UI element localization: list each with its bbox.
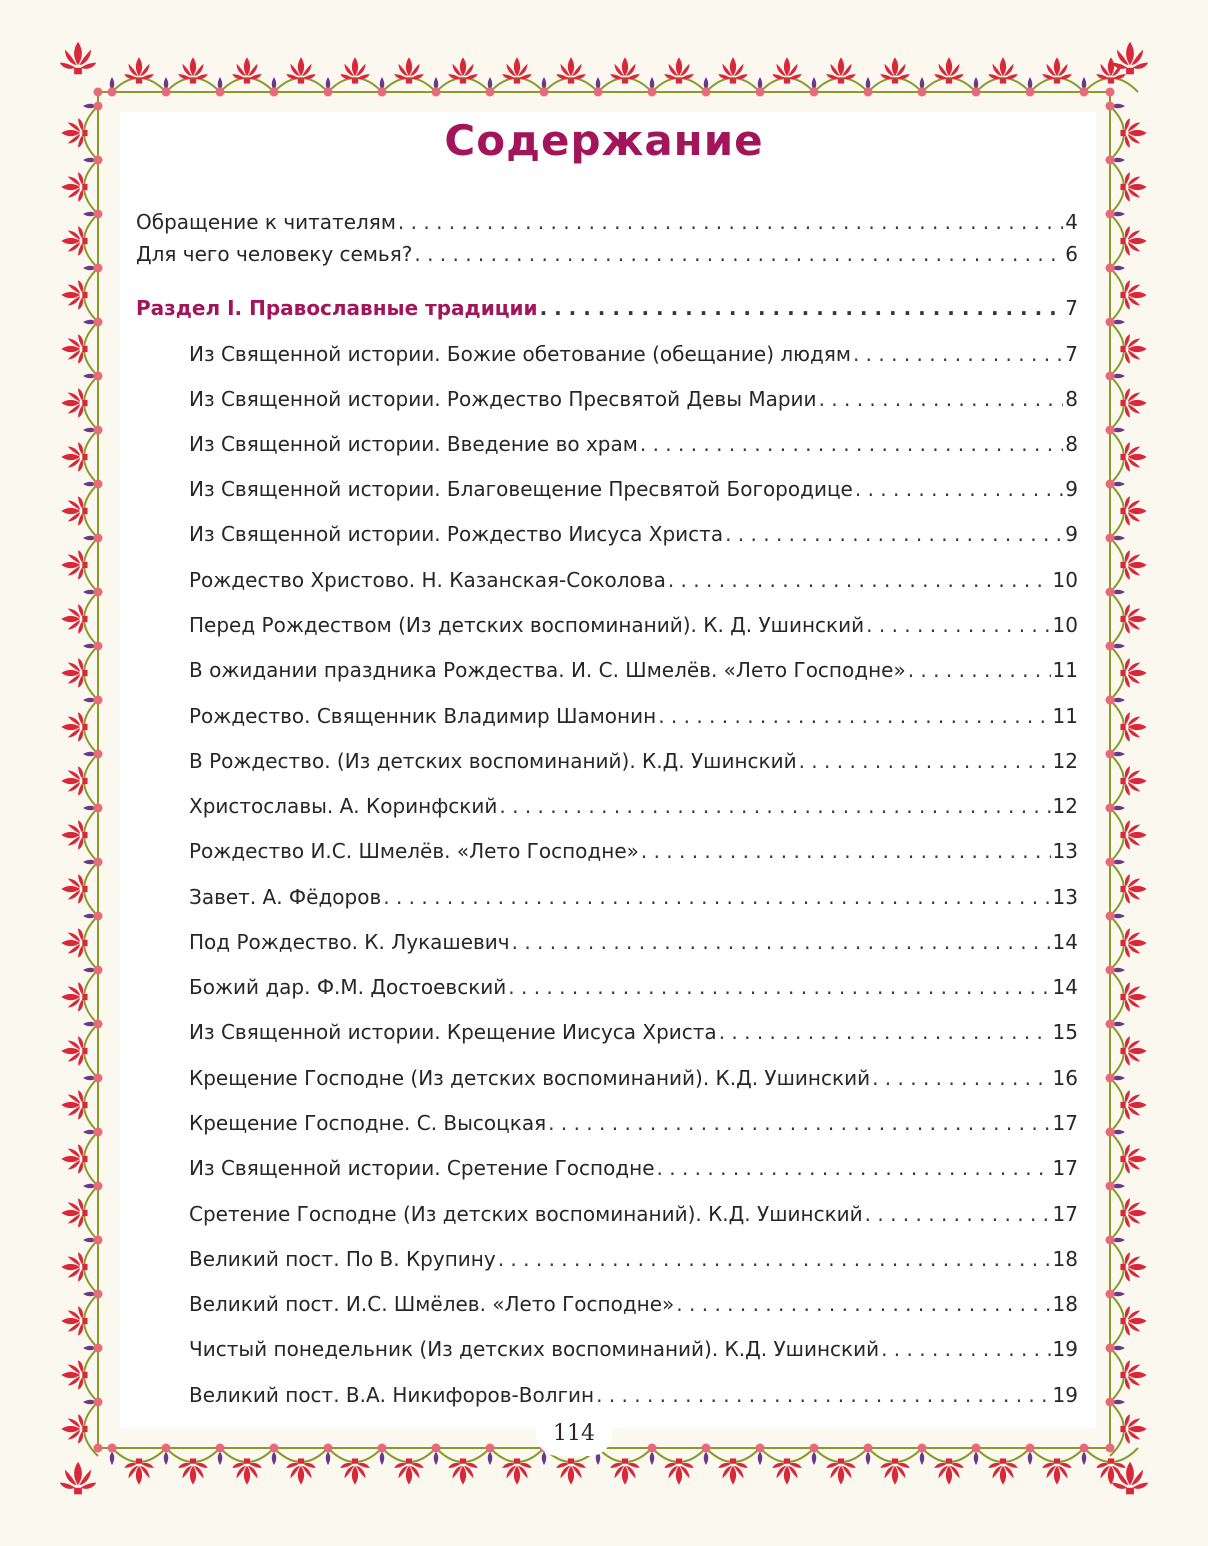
toc-entry-page: 8 bbox=[1065, 387, 1078, 411]
toc-entry-title: Из Священной истории. Божие обетование (обещание) людям bbox=[189, 342, 851, 366]
dot-leader bbox=[725, 522, 1063, 546]
toc-entry bbox=[189, 613, 1078, 641]
dot-leader bbox=[872, 1066, 1050, 1090]
toc-entry bbox=[136, 242, 1078, 270]
toc-entry bbox=[189, 477, 1078, 505]
toc-entry-title: В ожидании праздника Рождества. И. С. Шмелёв. «Лето Господне» bbox=[189, 658, 906, 682]
dot-leader bbox=[676, 1292, 1050, 1316]
toc-entry bbox=[189, 1020, 1078, 1048]
toc-entry bbox=[189, 522, 1078, 550]
toc-entry-page: 7 bbox=[1065, 342, 1078, 366]
dot-leader bbox=[498, 1247, 1051, 1271]
toc-entry bbox=[189, 749, 1078, 777]
toc-entry-title: Рождество Христово. Н. Казанская-Соколова bbox=[189, 568, 666, 592]
toc-entry bbox=[189, 1156, 1078, 1184]
toc-entry bbox=[189, 1383, 1078, 1411]
toc-entry-page: 18 bbox=[1052, 1292, 1078, 1316]
dot-leader bbox=[819, 387, 1064, 411]
toc-entry bbox=[189, 794, 1078, 822]
dot-leader bbox=[799, 749, 1051, 773]
toc-entry bbox=[189, 930, 1078, 958]
toc-entry-title: Для чего человеку семья? bbox=[136, 242, 413, 266]
toc-entry-title: В Рождество. (Из детских воспоминаний). К.Д. Ушинский bbox=[189, 749, 797, 773]
toc-entry bbox=[189, 839, 1078, 867]
toc-entry-page: 19 bbox=[1052, 1337, 1078, 1361]
toc-entry bbox=[189, 1292, 1078, 1320]
toc-entry-page: 14 bbox=[1052, 975, 1078, 999]
dot-leader bbox=[855, 477, 1063, 501]
toc-entry-title: Рождество. Священник Владимир Шамонин bbox=[189, 704, 657, 728]
toc-entry-page: 12 bbox=[1052, 749, 1078, 773]
dot-leader bbox=[414, 242, 1063, 266]
toc-entry-page: 17 bbox=[1052, 1111, 1078, 1135]
toc-entry-page: 7 bbox=[1065, 296, 1078, 320]
toc-entry bbox=[189, 704, 1078, 732]
toc-entry bbox=[189, 387, 1078, 415]
toc-entry bbox=[189, 658, 1078, 686]
toc-entry-title: Из Священной истории. Благовещение Пресвятой Богородице bbox=[189, 477, 853, 501]
toc-entry-page: 4 bbox=[1065, 210, 1078, 234]
dot-leader bbox=[548, 1111, 1050, 1135]
dot-leader bbox=[512, 930, 1051, 954]
toc-entry-title: Раздел I. Православные традиции bbox=[136, 296, 538, 320]
toc-entry-title: Под Рождество. К. Лукашевич bbox=[189, 930, 510, 954]
toc-entry bbox=[189, 1337, 1078, 1365]
toc-entry bbox=[189, 568, 1078, 596]
toc-entry-title: Из Священной истории. Рождество Иисуса Христа bbox=[189, 522, 724, 546]
dot-leader bbox=[596, 1383, 1050, 1407]
toc-entry-page: 10 bbox=[1052, 613, 1078, 637]
dot-leader bbox=[508, 975, 1050, 999]
dot-leader bbox=[865, 1202, 1051, 1226]
dot-leader bbox=[908, 658, 1051, 682]
toc-entry-title: Крещение Господне. С. Высоцкая bbox=[189, 1111, 547, 1135]
dot-leader bbox=[668, 568, 1051, 592]
dot-leader bbox=[640, 432, 1063, 456]
toc-entry-title: Чистый понедельник (Из детских воспоминаний). К.Д. Ушинский bbox=[189, 1337, 880, 1361]
toc-entry-title: Христославы. А. Коринфский bbox=[189, 794, 498, 818]
toc-entry-page: 17 bbox=[1052, 1202, 1078, 1226]
dot-leader bbox=[719, 1020, 1051, 1044]
toc-entry bbox=[136, 210, 1078, 238]
dot-leader bbox=[658, 704, 1050, 728]
dot-leader bbox=[853, 342, 1063, 366]
dot-leader bbox=[641, 839, 1051, 863]
dot-leader bbox=[881, 1337, 1050, 1361]
toc-entry-title: Обращение к читателям bbox=[136, 210, 396, 234]
toc-entry-page: 9 bbox=[1065, 522, 1078, 546]
toc-entry bbox=[189, 342, 1078, 370]
toc-section-heading bbox=[136, 296, 1078, 324]
toc-entry bbox=[189, 432, 1078, 460]
toc-entry-page: 11 bbox=[1052, 704, 1078, 728]
toc-entry bbox=[189, 1247, 1078, 1275]
toc-entry-title: Великий пост. В.А. Никифоров-Волгин bbox=[189, 1383, 595, 1407]
toc-entry bbox=[189, 975, 1078, 1003]
page-title: Содержание bbox=[444, 116, 764, 165]
toc-entry-title: Сретение Господне (Из детских воспоминаний). К.Д. Ушинский bbox=[189, 1202, 863, 1226]
toc-entry bbox=[189, 1066, 1078, 1094]
toc-entry-page: 19 bbox=[1052, 1383, 1078, 1407]
toc-entry-page: 11 bbox=[1052, 658, 1078, 682]
toc-entry-title: Из Священной истории. Сретение Господне bbox=[189, 1156, 655, 1180]
toc-entry-title: Божий дар. Ф.М. Достоевский bbox=[189, 975, 507, 999]
toc-entry-page: 13 bbox=[1052, 885, 1078, 909]
dot-leader bbox=[383, 885, 1050, 909]
dot-leader bbox=[540, 296, 1064, 320]
dot-leader bbox=[657, 1156, 1051, 1180]
toc-entry-title: Из Священной истории. Введение во храм bbox=[189, 432, 638, 456]
toc-entry-title: Великий пост. По В. Крупину bbox=[189, 1247, 496, 1271]
toc-entry bbox=[189, 1111, 1078, 1139]
toc-entry-page: 9 bbox=[1065, 477, 1078, 501]
page-number: 114 bbox=[536, 1412, 612, 1456]
toc-entry-page: 15 bbox=[1052, 1020, 1078, 1044]
toc-entry-page: 10 bbox=[1052, 568, 1078, 592]
dot-leader bbox=[499, 794, 1050, 818]
toc-entry-title: Из Священной истории. Рождество Пресвятой Девы Марии bbox=[189, 387, 817, 411]
toc-entry-page: 13 bbox=[1052, 839, 1078, 863]
toc-entry-title: Завет. А. Фёдоров bbox=[189, 885, 382, 909]
toc-entry-page: 14 bbox=[1052, 930, 1078, 954]
dot-leader bbox=[398, 210, 1063, 234]
toc-entry-page: 16 bbox=[1052, 1066, 1078, 1090]
toc-entry-title: Крещение Господне (Из детских воспоминаний). К.Д. Ушинский bbox=[189, 1066, 871, 1090]
toc-entry-title: Из Священной истории. Крещение Иисуса Христа bbox=[189, 1020, 717, 1044]
toc-entry-page: 6 bbox=[1065, 242, 1078, 266]
toc-entry-page: 17 bbox=[1052, 1156, 1078, 1180]
toc-entry-title: Великий пост. И.С. Шмёлев. «Лето Господне» bbox=[189, 1292, 675, 1316]
toc-entry-title: Перед Рождеством (Из детских воспоминаний). К. Д. Ушинский bbox=[189, 613, 865, 637]
toc-entry bbox=[189, 1202, 1078, 1230]
dot-leader bbox=[866, 613, 1050, 637]
toc-entry-page: 12 bbox=[1052, 794, 1078, 818]
toc-entry-title: Рождество И.С. Шмелёв. «Лето Господне» bbox=[189, 839, 639, 863]
toc-entry-page: 18 bbox=[1052, 1247, 1078, 1271]
toc-entry-page: 8 bbox=[1065, 432, 1078, 456]
toc-entry bbox=[189, 885, 1078, 913]
